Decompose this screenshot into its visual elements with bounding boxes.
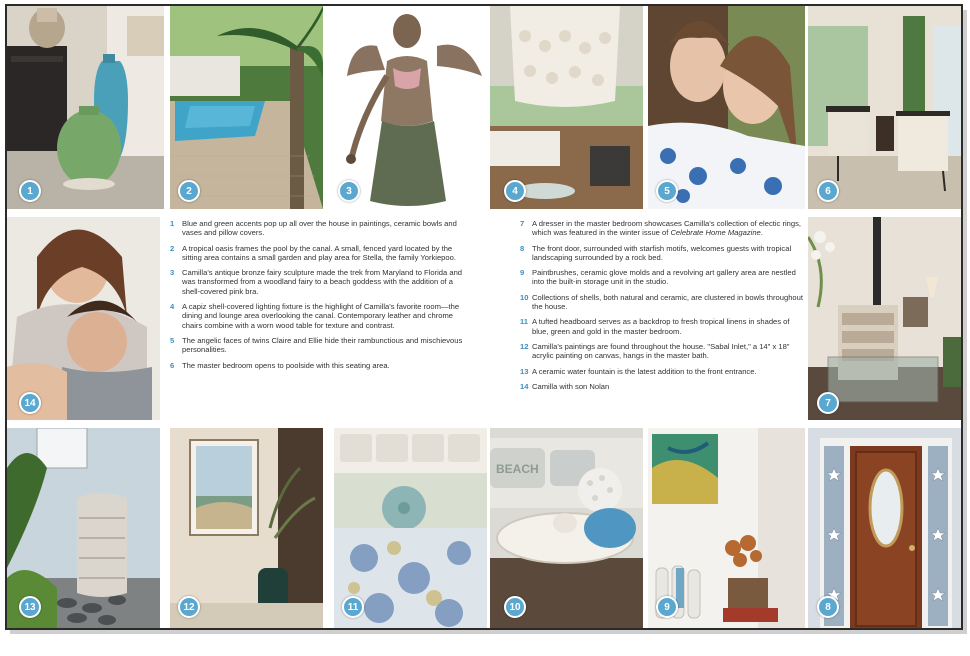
photo-dresser-rings xyxy=(808,217,963,420)
caption-text xyxy=(532,219,803,238)
caption-3 xyxy=(170,268,470,296)
photo-bedroom-seating xyxy=(808,6,963,209)
caption-text: A capiz shell-covered lighting fixture is the highlight of Camilla's favorite room—the dining and lounge area overlooking the canal. Contemporary leather and chrome chairs combine with a worn wood table for texture and contrast. xyxy=(182,302,460,330)
photo-number-badge: 8 xyxy=(817,596,839,618)
photo-number-badge: 7 xyxy=(817,392,839,414)
caption-14 xyxy=(520,382,803,391)
caption-9 xyxy=(520,268,803,287)
beach-pillow-text: BEACH xyxy=(496,462,539,476)
caption-12 xyxy=(520,342,803,361)
magazine-title: Celebrate Home Magazine xyxy=(670,228,761,238)
caption-text: A ceramic water fountain is the latest addition to the front entrance. xyxy=(532,366,757,376)
photo-number-badge: 10 xyxy=(504,596,526,618)
caption-text: Collections of shells, both natural and ceramic, are clustered in bowls throughout the house. xyxy=(532,292,803,312)
photo-number-badge: 2 xyxy=(178,180,200,202)
caption-number: 5 xyxy=(170,335,175,345)
caption-1 xyxy=(170,219,470,238)
caption-5 xyxy=(170,336,470,355)
caption-number: 1 xyxy=(170,219,175,228)
caption-text-part: . xyxy=(760,228,763,238)
caption-number: 7 xyxy=(520,219,525,228)
caption-13 xyxy=(520,367,803,376)
photo-camilla-and-nolan xyxy=(7,217,160,420)
photo-number-badge: 14 xyxy=(19,392,41,414)
caption-number: 13 xyxy=(520,366,529,376)
captions-left-column xyxy=(170,219,470,376)
caption-number: 14 xyxy=(520,381,529,391)
caption-number: 2 xyxy=(170,243,175,253)
photo-number-badge: 4 xyxy=(504,180,526,202)
caption-text: The angelic faces of twins Claire and Ellie hide their rambunctious and mischievous personalities. xyxy=(182,335,463,355)
caption-number: 6 xyxy=(170,360,175,370)
caption-text: The front door, surrounded with starfish motifs, welcomes guests with tropical landscaping surrounded by a rock bed. xyxy=(532,243,792,262)
photo-number-badge: 13 xyxy=(19,596,41,618)
magazine-spread xyxy=(5,4,963,630)
photo-number-badge: 1 xyxy=(19,180,41,202)
page-shadow-right xyxy=(963,10,967,634)
caption-number: 9 xyxy=(520,268,525,278)
photo-number-badge: 9 xyxy=(656,596,678,618)
caption-number: 4 xyxy=(170,302,175,312)
caption-text: A tropical oasis frames the pool by the canal. A small, fenced yard located by the sitting area contains a small garden and play area for Stella, the family Yorkiepoo. xyxy=(182,243,456,262)
caption-text: Blue and green accents pop up all over the house in paintings, ceramic bowls and vases and pillow covers. xyxy=(182,219,457,238)
photo-fairy-sculpture xyxy=(327,6,487,209)
caption-text: The master bedroom opens to poolside with this seating area. xyxy=(182,360,390,370)
caption-4 xyxy=(170,302,470,330)
photo-number-badge: 5 xyxy=(656,180,678,202)
caption-6 xyxy=(170,361,470,370)
photo-number-badge: 12 xyxy=(178,596,200,618)
caption-number: 10 xyxy=(520,292,529,302)
caption-8 xyxy=(520,244,803,263)
caption-text-part: A dresser in the master bedroom showcases Camilla's collection of electic rings, which was featured in the winter issue of xyxy=(532,219,802,238)
page-shadow-bottom xyxy=(10,630,967,634)
caption-text: Camilla's antique bronze fairy sculpture made the trek from Maryland to Florida and was transformed from a woodland fairy to a beach goddess with the addition of a shell-covered pink bra. xyxy=(182,268,463,296)
photo-vases xyxy=(7,6,164,209)
photo-pool xyxy=(170,6,323,209)
photo-twins xyxy=(648,6,805,209)
caption-11 xyxy=(520,317,803,336)
caption-number: 11 xyxy=(520,317,529,327)
caption-number: 8 xyxy=(520,243,525,253)
caption-2 xyxy=(170,244,470,263)
caption-10 xyxy=(520,293,803,312)
caption-number: 3 xyxy=(170,268,175,278)
photo-number-badge: 6 xyxy=(817,180,839,202)
caption-7 xyxy=(520,219,803,238)
photo-number-badge: 11 xyxy=(342,596,364,618)
captions-right-column xyxy=(520,219,803,397)
photo-capiz-chandelier xyxy=(490,6,643,209)
caption-number: 12 xyxy=(520,341,529,351)
photo-number-badge: 3 xyxy=(338,180,360,202)
caption-text: Camilla with son Nolan xyxy=(532,381,610,391)
caption-text: Camilla's paintings are found throughout the house. "Sabal Inlet," a 14" x 18" acrylic painting on canvas, hangs in the master bath. xyxy=(532,341,790,361)
caption-text: A tufted headboard serves as a backdrop to fresh tropical linens in shades of blue, green and gold in the master bedroom. xyxy=(532,317,790,336)
caption-text: Paintbrushes, ceramic glove molds and a revolving art gallery area are nestled into the built-in storage unit in the studio. xyxy=(532,268,796,287)
